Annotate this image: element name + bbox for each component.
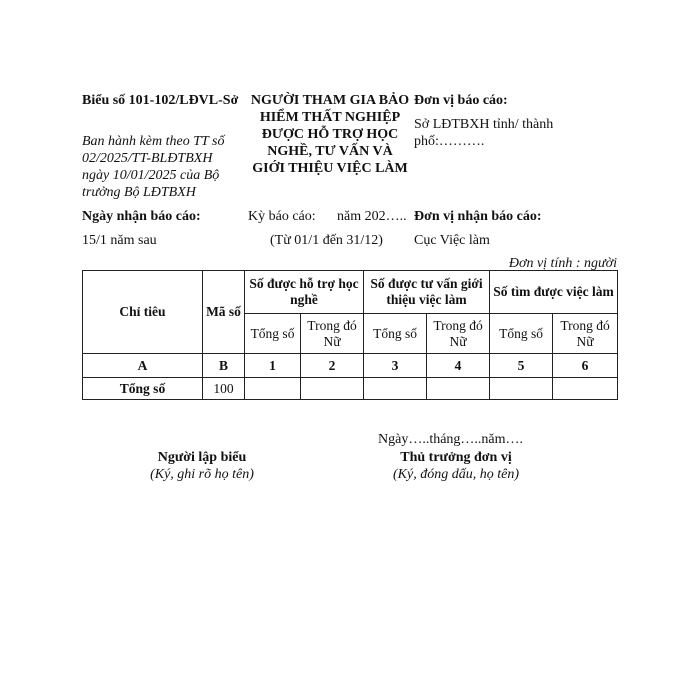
subheader-total: Tổng số [364,314,427,354]
report-title: NGƯỜI THAM GIA BẢO HIỂM THẤT NGHIỆP ĐƯỢC HỖ TRỢ HỌC NGHỀ, TƯ VẤN VÀ GIỚI THIỆU VIỆC LÀM [250,93,410,176]
total-cell[interactable] [301,378,364,400]
header-group-vocational-support: Số được hỗ trợ học nghề [245,271,364,314]
header-indicator: Chỉ tiêu [83,271,203,354]
index-cell: B [203,354,245,378]
subheader-female: Trong đó Nữ [301,314,364,354]
receive-date-value: 15/1 năm sau [82,233,157,248]
index-cell: 2 [301,354,364,378]
subheader-total: Tổng số [245,314,301,354]
unit-note: Đơn vị tính : người [508,256,617,271]
period-label: Kỳ báo cáo: [248,209,316,224]
total-row-label: Tổng số [83,378,203,400]
period-value: năm 202….. [337,209,407,224]
index-cell: 5 [490,354,553,378]
index-cell: A [83,354,203,378]
issued-note: Ban hành kèm theo TT số 02/2025/TT-BLĐTBXH ngày 10/01/2025 của Bộ trưởng Bộ LĐTBXH [82,134,225,200]
reporting-unit-value: Sở LĐTBXH tỉnh/ thành phố:………. [414,117,554,149]
form-code: Biểu số 101-102/LĐVL-Sở [82,93,239,108]
report-table [82,270,618,400]
receiving-unit-value: Cục Việc làm [414,233,490,248]
index-cell: 1 [245,354,301,378]
total-cell[interactable] [490,378,553,400]
index-cell: 6 [553,354,618,378]
head-title: Thủ trưởng đơn vị [400,450,512,465]
head-note: (Ký, đóng dấu, họ tên) [393,467,519,482]
total-row-code: 100 [203,378,245,400]
total-cell[interactable] [553,378,618,400]
total-cell[interactable] [427,378,490,400]
subheader-female: Trong đó Nữ [553,314,618,354]
subheader-total: Tổng số [490,314,553,354]
date-line: Ngày…..tháng…..năm…. [378,432,524,447]
total-cell[interactable] [364,378,427,400]
reporting-unit-label: Đơn vị báo cáo: [414,93,508,108]
index-row [83,354,618,378]
header-group-job-counseling: Số được tư vấn giới thiệu việc làm [364,271,490,314]
subheader-female: Trong đó Nữ [427,314,490,354]
header-group-job-found: Số tìm được việc làm [490,271,618,314]
period-range: (Từ 01/1 đến 31/12) [270,233,383,248]
receive-date-label: Ngày nhận báo cáo: [82,209,201,224]
receiving-unit-label: Đơn vị nhận báo cáo: [414,209,542,224]
header-code: Mã số [203,271,245,354]
preparer-note: (Ký, ghi rõ họ tên) [150,467,254,482]
index-cell: 3 [364,354,427,378]
total-cell[interactable] [245,378,301,400]
preparer-title: Người lập biểu [157,450,247,465]
total-row [83,378,618,400]
index-cell: 4 [427,354,490,378]
